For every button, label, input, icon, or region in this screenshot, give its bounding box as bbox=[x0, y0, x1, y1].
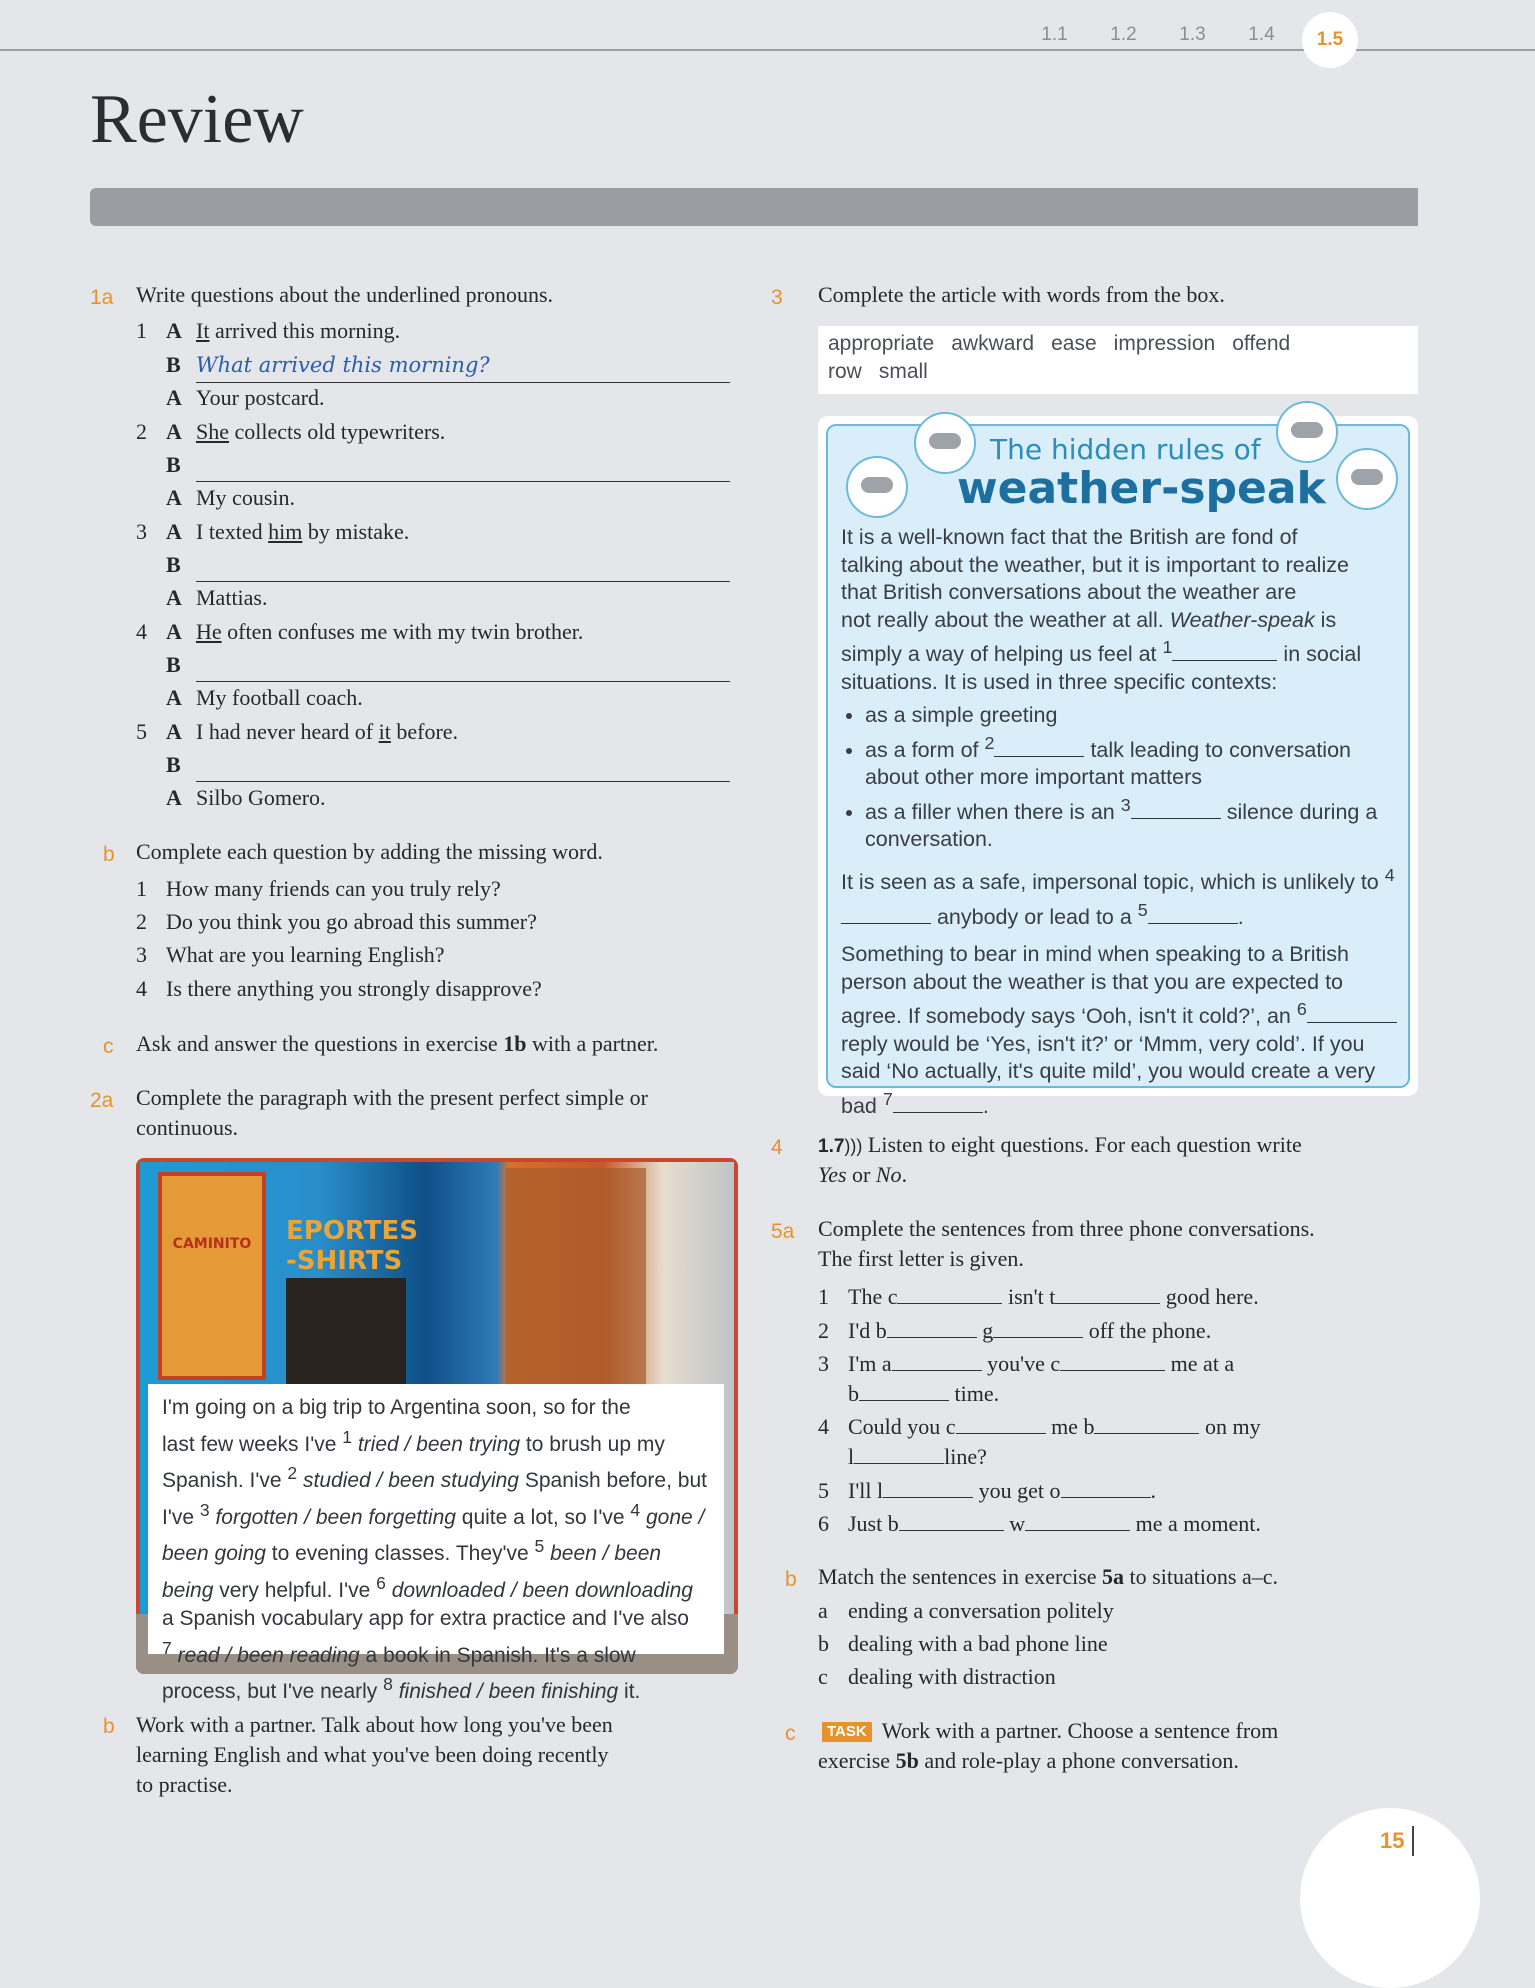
ex5b-item-c: c dealing with distraction bbox=[818, 1664, 1056, 1689]
ex1a-item-2-a: 2 A She collects old typewriters. bbox=[136, 419, 446, 444]
tab-1-3[interactable]: 1.3 bbox=[1179, 24, 1206, 45]
ex2a-label: 2a bbox=[90, 1089, 114, 1112]
gap-4[interactable] bbox=[841, 923, 931, 924]
ex5a-instruction-line-1: Complete the sentences from three phone conversations. bbox=[818, 1216, 1315, 1241]
option-4b[interactable]: been going bbox=[162, 1542, 266, 1565]
option-5b[interactable]: being bbox=[162, 1578, 214, 1602]
gap-6[interactable] bbox=[1307, 1022, 1397, 1023]
photo-building bbox=[506, 1168, 646, 1388]
ex2a-paragraph: I'm going on a big trip to Argentina soon, so for the last few weeks I've $^1$ tried / been trying to brush up my Spanish. I've $^2$ studied / been studying Spanish before, but I've $^3$ forgotten / been forgetting quite a lot, so I've $^4$ gone / been going to evening classes. They've $^5$ been / been being very helpful. I've $^6$ downloaded / been downloading a Spanish vocabulary app for extra practice and I've also $^7$ read / been reading a book in Spanish. It's a slow process, but I've nearly $^8$ finished / been finishing it. bbox=[148, 1384, 724, 1654]
audio-track[interactable]: 1.7 bbox=[818, 1136, 845, 1157]
cloud-icon bbox=[1336, 448, 1398, 510]
gap-2[interactable] bbox=[994, 756, 1084, 757]
ex1a-item-3-answer: A Mattias. bbox=[166, 585, 268, 610]
option-7[interactable]: read / been reading bbox=[177, 1643, 360, 1667]
ex5a-item-4: 4 Could you c me b on my bbox=[818, 1414, 1261, 1439]
ex1a-item-5-a: 5 A I had never heard of it before. bbox=[136, 719, 459, 744]
option-4a[interactable]: gone / bbox=[645, 1505, 705, 1529]
ex4-label: 4 bbox=[771, 1136, 783, 1159]
audio-icon[interactable]: ))) bbox=[844, 1136, 863, 1156]
ex2b-line-2: learning English and what you've been doing recently bbox=[136, 1742, 609, 1767]
ex3-label: 3 bbox=[771, 286, 783, 309]
word-box-item: awkward bbox=[951, 332, 1035, 355]
word-box-item: ease bbox=[1051, 332, 1097, 355]
ex2a-instruction-line-1: Complete the paragraph with the present perfect simple or bbox=[136, 1085, 648, 1110]
photo-shop-sign: EPORTES -SHIRTS bbox=[286, 1216, 418, 1276]
task-badge: TASK bbox=[822, 1722, 872, 1742]
ex2b-line-1: Work with a partner. Talk about how long you've been bbox=[136, 1712, 613, 1737]
page-number: 15 bbox=[1380, 1826, 1414, 1856]
ex5a-item-3-cont: b time. bbox=[848, 1381, 1000, 1406]
ex5c-label: c bbox=[785, 1722, 796, 1745]
tab-1-2[interactable]: 1.2 bbox=[1110, 24, 1137, 45]
ex1a-item-5-b[interactable]: B bbox=[136, 748, 730, 782]
page-title: Review bbox=[90, 81, 304, 158]
article-heading-line-2: weather-speak bbox=[957, 463, 1326, 514]
ex1c-label: c bbox=[103, 1035, 114, 1058]
handwritten-answer: What arrived this morning? bbox=[196, 353, 490, 377]
ex1b-instruction: Complete each question by adding the missing word. bbox=[136, 839, 603, 864]
ex5a-label: 5a bbox=[771, 1220, 795, 1243]
ex5b-item-b: b dealing with a bad phone line bbox=[818, 1631, 1108, 1656]
word-box-item: appropriate bbox=[828, 332, 935, 355]
ex5b-instruction: Match the sentences in exercise 5a to situations a–c. bbox=[818, 1564, 1279, 1589]
ex1a-item-3-a: 3 A I texted him by mistake. bbox=[136, 519, 410, 544]
ex1a-item-4-a: 4 A He often confuses me with my twin brother. bbox=[136, 619, 584, 644]
ex5c-instruction-line-2: exercise 5b and role-play a phone conversation. bbox=[818, 1748, 1239, 1773]
ex2a-instruction-line-2: continuous. bbox=[136, 1115, 239, 1140]
gap-5[interactable] bbox=[1148, 923, 1238, 924]
word-box-item: small bbox=[878, 360, 928, 383]
option-6[interactable]: downloaded / been downloading bbox=[391, 1578, 693, 1602]
ex1a-item-1-b: B What arrived this morning? bbox=[136, 348, 730, 383]
word-box bbox=[818, 326, 1418, 394]
ex5c-instruction-line-1: TASK Work with a partner. Choose a sentence from bbox=[822, 1714, 1278, 1747]
tab-1-5-active[interactable]: 1.5 bbox=[1302, 12, 1358, 68]
option-5a[interactable]: been / been bbox=[550, 1542, 662, 1565]
option-1[interactable]: tried / been trying bbox=[357, 1432, 521, 1456]
ex1b-item-3: 3 What are you learning English? bbox=[136, 942, 445, 967]
ex1a-item-4-b[interactable]: B bbox=[136, 648, 730, 682]
ex1a-item-4-answer: A My football coach. bbox=[166, 685, 363, 710]
ex4-instruction-line-2: Yes or No. bbox=[818, 1162, 908, 1187]
ex5a-item-2: 2 I'd b g off the phone. bbox=[818, 1318, 1212, 1343]
ex1a-label: 1a bbox=[90, 286, 114, 309]
ex1a-item-1-answer: A Your postcard. bbox=[166, 385, 325, 410]
ex5b-label: b bbox=[785, 1568, 797, 1591]
photo-poster: CAMINITO bbox=[158, 1172, 266, 1380]
article-body: It is a well-known fact that the British are fond of talking about the weather, but it is important to realize that British conversations about the weather are not really about the weather at all. Weather-speak is simply a way of helping us feel at $^1$ in social situations. It is used in three specific contexts: • as a simple greeting • as a form of $^2$ talk leading to conversation about other more important matters • as a filler when there is an $^3$ silence during a conversation. It is seen as a safe, impersonal topic, which is unlikely to $^4$ anybody or lead to a $^5$ . Something to bear in mind when speaking to a British person about the weather is that you are expected to agree. If somebody says ‘Ooh, isn't it cold?’, an $^6$ reply would be ‘Yes, isn't it?’ or ‘Mmm, very cold’. If you said ‘No actually, it's quite mild’, you would create a very bad $^7$ . bbox=[841, 524, 1401, 1121]
tab-1-4[interactable]: 1.4 bbox=[1248, 24, 1275, 45]
ex1a-item-2-b[interactable]: B bbox=[136, 448, 730, 482]
gap-3[interactable] bbox=[1131, 818, 1221, 819]
article-bullets: • as a simple greeting • as a form of $^2$ talk leading to conversation about other more important matters • as a filler when there is an $^3$ silence during a conversation. bbox=[841, 702, 1401, 854]
ex5a-item-1: 1 The c isn't t good here. bbox=[818, 1284, 1259, 1309]
tab-1-1[interactable]: 1.1 bbox=[1041, 24, 1068, 45]
ex1b-label: b bbox=[103, 843, 115, 866]
option-3[interactable]: forgotten / been forgetting bbox=[215, 1505, 456, 1529]
snow-cloud-icon bbox=[1276, 401, 1338, 463]
section-tabs bbox=[1020, 20, 1358, 68]
ex1c-instruction: Ask and answer the questions in exercise 1b with a partner. bbox=[136, 1031, 659, 1056]
ex1a-item-2-answer: A My cousin. bbox=[166, 485, 295, 510]
sun-icon bbox=[846, 456, 908, 518]
gap-7[interactable] bbox=[893, 1112, 983, 1113]
ex4-instruction: 1.7))) Listen to eight questions. For each question write bbox=[818, 1132, 1302, 1157]
ex5a-item-3: 3 I'm a you've c me at a bbox=[818, 1351, 1235, 1376]
ex2b-line-3: to practise. bbox=[136, 1772, 233, 1797]
ex1b-item-1: 1 How many friends can you truly rely? bbox=[136, 876, 501, 901]
ex2b-label: b bbox=[103, 1715, 115, 1738]
ex1b-item-4: 4 Is there anything you strongly disapprove? bbox=[136, 976, 542, 1001]
ex5a-item-6: 6 Just b w me a moment. bbox=[818, 1511, 1261, 1536]
ex1a-item-1-a: 1 A It arrived this morning. bbox=[136, 318, 401, 343]
ex1a-item-3-b[interactable]: B bbox=[136, 548, 730, 582]
gap-1[interactable] bbox=[1172, 660, 1277, 661]
title-bar bbox=[90, 188, 1418, 226]
word-box-item: row bbox=[828, 360, 862, 383]
ex5a-item-5: 5 I'll l you get o . bbox=[818, 1478, 1157, 1503]
ex1a-item-5-answer: A Silbo Gomero. bbox=[166, 785, 326, 810]
word-box-item: impression bbox=[1113, 332, 1216, 355]
ex1b-item-2: 2 Do you think you go abroad this summer? bbox=[136, 909, 537, 934]
ex5a-item-4-cont: l line? bbox=[848, 1444, 987, 1469]
ex5b-item-a: a ending a conversation politely bbox=[818, 1598, 1114, 1623]
ex5a-instruction-line-2: The first letter is given. bbox=[818, 1246, 1024, 1271]
ex3-instruction: Complete the article with words from the box. bbox=[818, 282, 1225, 307]
article-heading-line-1: The hidden rules of bbox=[990, 433, 1261, 466]
word-box-item: offend bbox=[1232, 332, 1291, 355]
option-8[interactable]: finished / been finishing bbox=[398, 1680, 619, 1703]
ex1a-instruction: Write questions about the underlined pronouns. bbox=[136, 282, 554, 307]
option-2[interactable]: studied / been studying bbox=[303, 1469, 519, 1492]
